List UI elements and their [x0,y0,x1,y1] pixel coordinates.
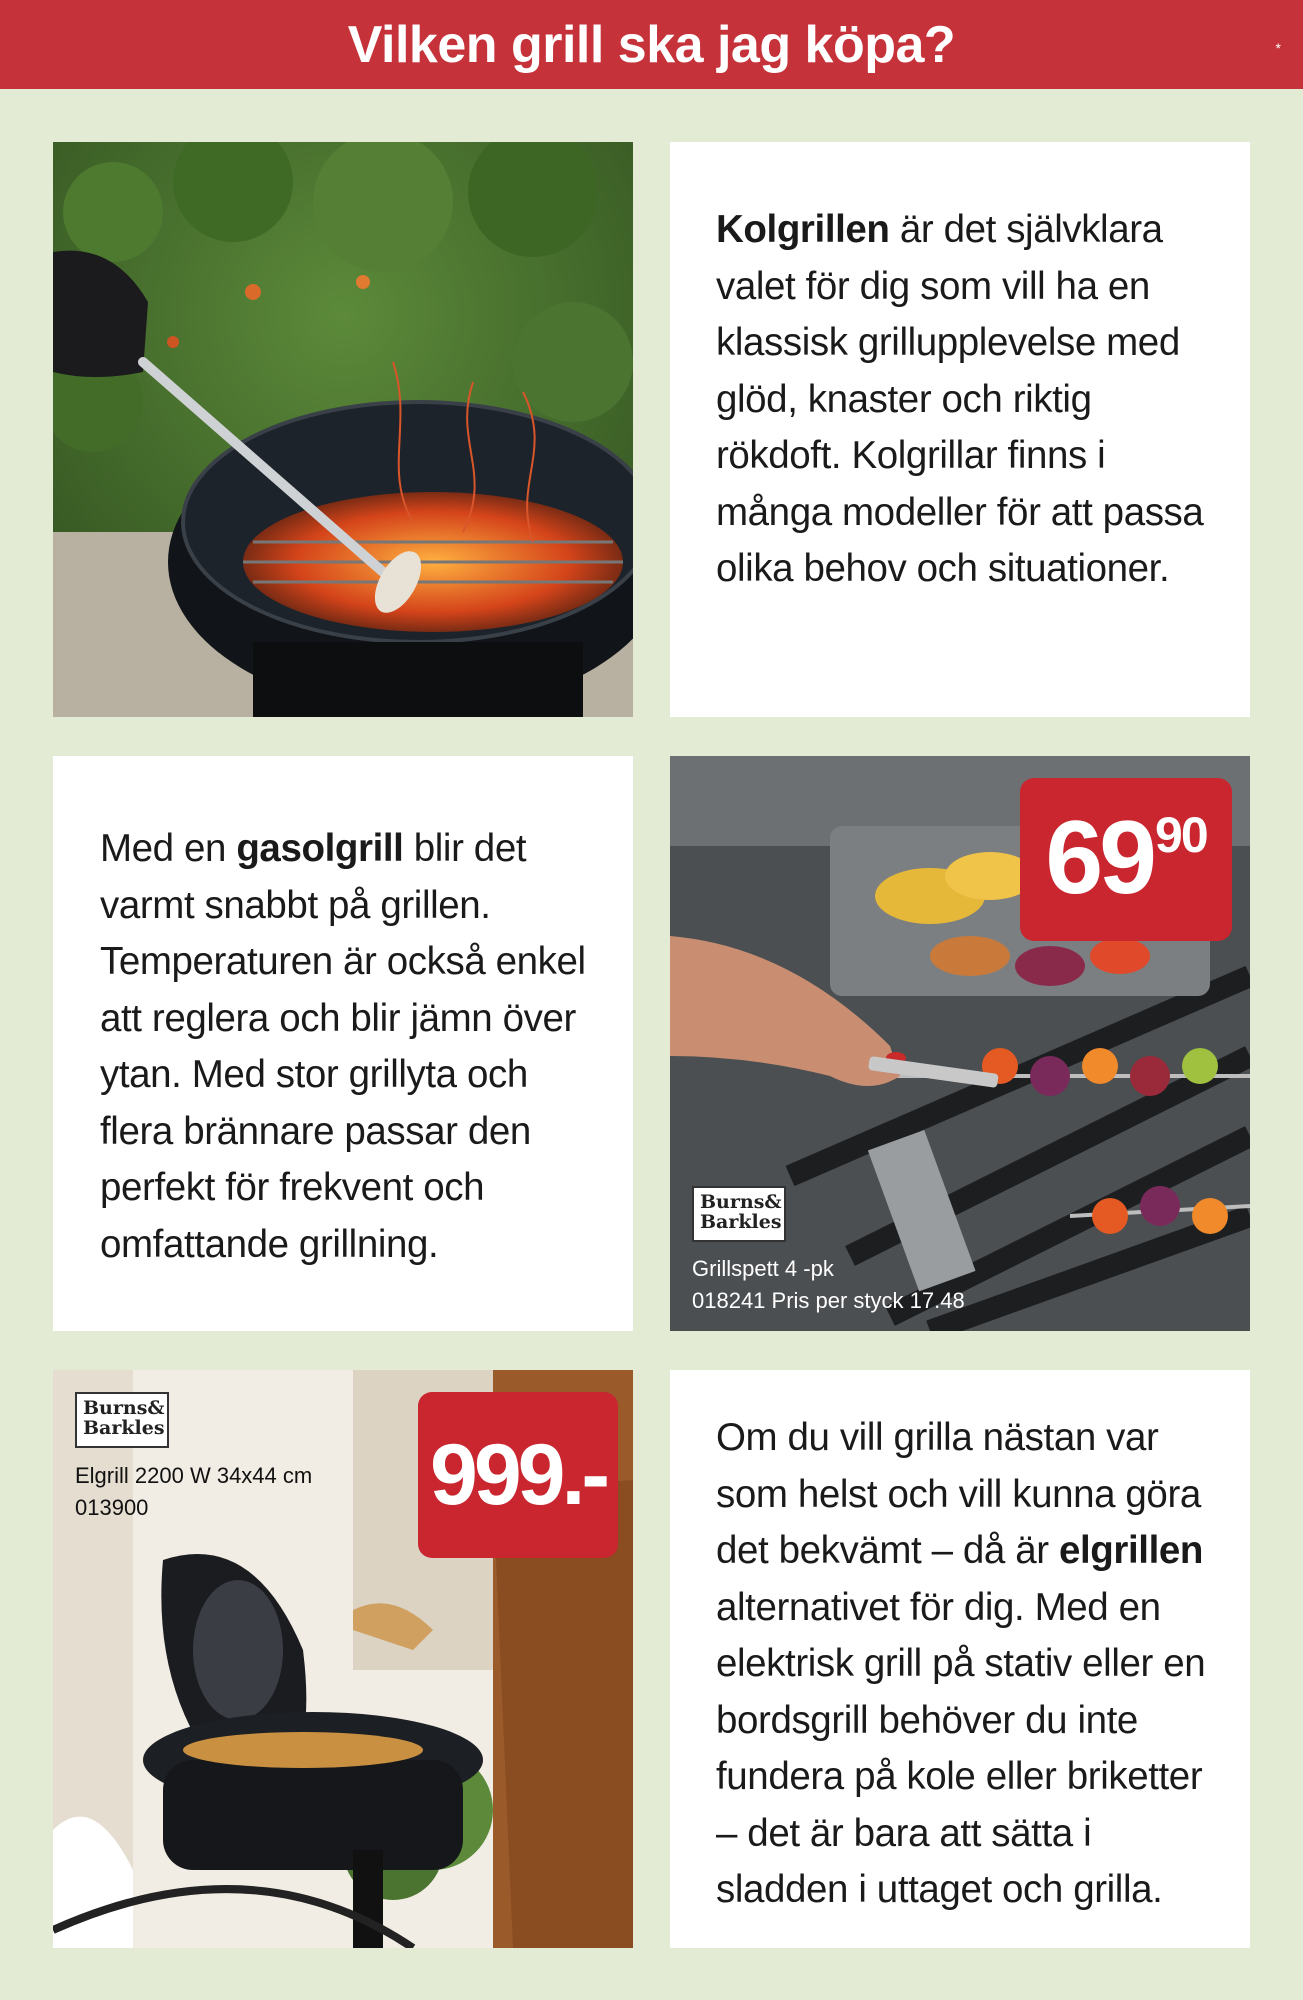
skewers-brand-logo: Burns& Barkles [692,1186,786,1242]
page-title: Vilken grill ska jag köpa? [347,15,956,74]
electric-grill-product-info [75,1460,312,1524]
skewers-price-badge [1020,778,1232,941]
charcoal-grill-body: är det självklara valet för dig som vill ha en klassisk grillupplevelse med glöd, knaster och riktig rökdoft. Kolgrillar finns i många modeller för att passa olika behov och situationer. [716,208,1204,590]
skewers-price-decimals: 90 [1155,807,1207,863]
gas-grill-text [53,756,633,1331]
skewers-product-info [692,1253,965,1317]
electric-grill-offer [53,1370,633,1948]
electric-grill-brand-logo: Burns& Barkles [75,1392,169,1448]
electric-grill-price: 999.- [429,1426,607,1523]
electric-grill-intro: Om du vill grilla nästan var som helst och vill kunna göra det bekvämt – då är [716,1416,1201,1572]
electric-grill-product-name: Elgrill 2200 W 34x44 cm [75,1463,313,1488]
charcoal-grill-illustration [53,142,633,717]
charcoal-grill-photo [53,142,633,717]
skewers-offer [670,756,1250,1331]
skewers-price-main: 69 [1045,800,1154,916]
skewers-product-meta: 018241 Pris per styck 17.48 [692,1288,965,1313]
electric-grill-text [670,1370,1250,1948]
gas-grill-lead: gasolgrill [236,827,404,870]
charcoal-grill-lead: Kolgrillen [716,208,890,251]
page-header [0,0,1303,89]
corner-mark: * [1275,40,1281,56]
gas-grill-body: blir det varmt snabbt på grillen. Temperaturen är också enkel att reglera och blir jämn över ytan. Med stor grillyta och flera brännare passar den perfekt för frekvent och omfattande grillning. [100,827,586,1266]
gas-grill-intro: Med en [100,827,237,870]
electric-grill-lead: elgrillen [1058,1529,1204,1572]
electric-grill-body: alternativet för dig. Med en elektrisk grill på stativ eller en bordsgrill behöver du inte fundera på kole eller briketter – det är bara att sätta i sladden i uttaget och grilla. [716,1585,1206,1911]
electric-grill-price-badge [418,1392,618,1558]
charcoal-grill-text [670,142,1250,717]
skewers-product-name: Grillspett 4 -pk [692,1256,834,1281]
electric-grill-article-number: 013900 [75,1495,149,1520]
